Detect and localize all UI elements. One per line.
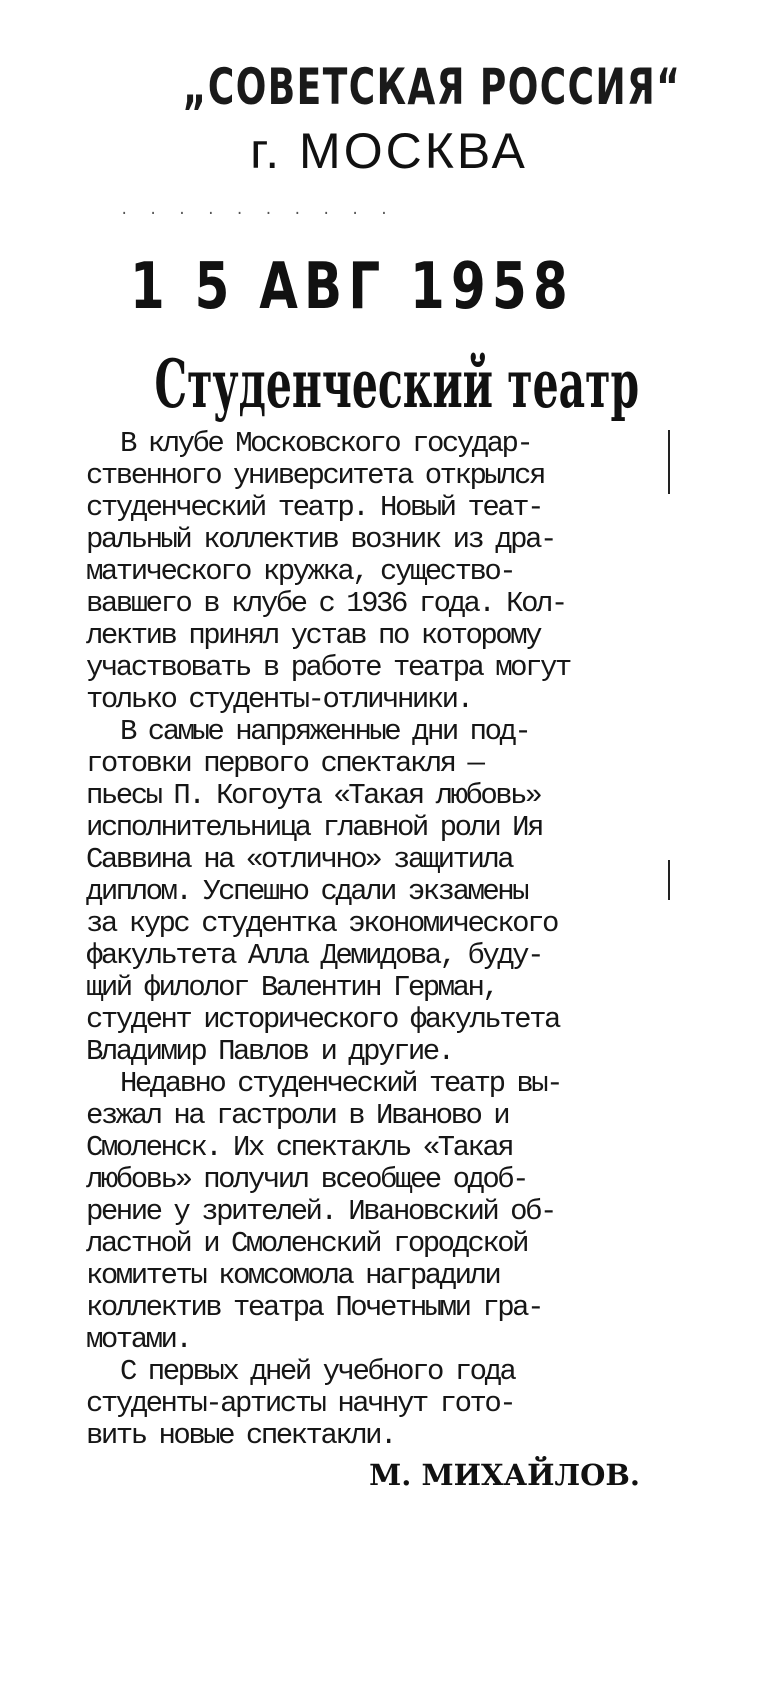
text-line: за курс студентка экономического: [86, 907, 557, 940]
text-line: факультета Алла Демидова, буду-: [86, 939, 542, 972]
text-line: диплом. Успешно сдали экзамены: [86, 875, 528, 908]
text-line: студенческий театр. Новый теат-: [86, 491, 542, 524]
text-line: участвовать в работе театра могут: [86, 651, 570, 684]
text-line: вавшего в клубе с 1936 года. Кол-: [86, 587, 566, 620]
text-line: Недавно студенческий театр вы-: [120, 1067, 562, 1100]
text-line: С первых дней учебного года: [120, 1355, 515, 1388]
text-line: любовь» получил всеобщее одоб-: [86, 1163, 528, 1196]
text-line: коллектив театра Почетными гра-: [86, 1291, 542, 1324]
masthead-stamp: [110, 58, 682, 180]
text-line: ственного университета открылся: [86, 459, 544, 492]
text-line: Владимир Павлов и другие.: [86, 1035, 453, 1068]
text-line: рение у зрителей. Ивановский об-: [86, 1195, 555, 1228]
author-signature: М. МИХАЙЛОВ.: [369, 1458, 640, 1492]
article-paragraph: [86, 1356, 670, 1452]
text-line: готовки первого спектакля —: [86, 747, 483, 780]
text-line: комитеты комсомола наградили: [86, 1259, 500, 1292]
article-paragraph: [86, 716, 670, 1068]
text-line: пьесы П. Когоута «Такая любовь»: [86, 779, 540, 812]
text-line: исполнительница главной роли Ия: [86, 811, 542, 844]
text-line: студент исторического факультета: [86, 1003, 559, 1036]
article-paragraph: [86, 1068, 670, 1356]
date-stamp: 1 5 АВГ 1958: [130, 250, 574, 324]
article-paragraph: [86, 428, 670, 716]
text-line: лектив принял устав по которому: [86, 619, 540, 652]
clipping-edge-mark: [668, 860, 670, 900]
text-line: ластной и Смоленский городской: [86, 1227, 528, 1260]
city-label: г. МОСКВА: [250, 123, 528, 179]
text-line: вить новые спектакли.: [86, 1419, 395, 1452]
text-line: матического кружка, существо-: [86, 555, 515, 588]
text-line: В клубе Московского государ-: [120, 427, 532, 460]
text-line: мотами.: [86, 1323, 191, 1356]
text-line: щий филолог Валентин Герман,: [86, 971, 498, 1004]
text-line: езжал на гастроли в Иваново и: [86, 1099, 509, 1132]
text-line: ральный коллектив возник из дра-: [86, 523, 555, 556]
stamp-smudge: · · · · · · · · · ·: [120, 206, 395, 222]
text-line: В самые напряженные дни под-: [120, 715, 530, 748]
clipping-edge-mark: [668, 430, 670, 494]
article-title: Студенческий театр: [154, 345, 640, 423]
text-line: Смоленск. Их спектакль «Такая: [86, 1131, 513, 1164]
article-body: [86, 428, 670, 1452]
text-line: студенты-артисты начнут гото-: [86, 1387, 515, 1420]
text-line: только студенты-отличники.: [86, 683, 472, 716]
text-line: Саввина на «отлично» защитила: [86, 843, 513, 876]
newspaper-name: „СОВЕТСКАЯ РОССИЯ“: [182, 58, 682, 116]
